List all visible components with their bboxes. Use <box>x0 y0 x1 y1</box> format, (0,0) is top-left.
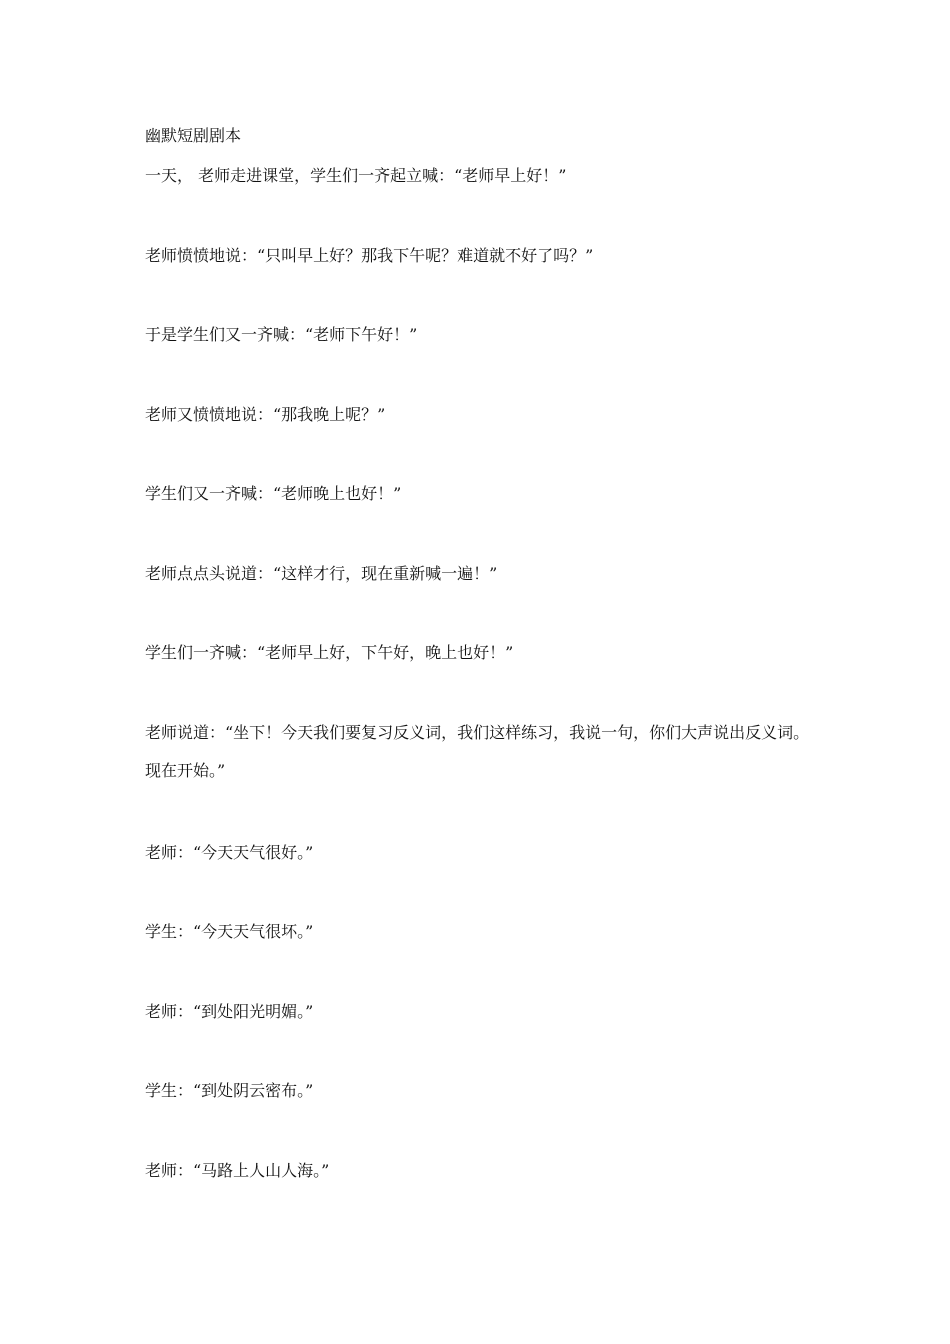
paragraph: 学生们又一齐喊：“老师晚上也好！” <box>145 484 402 503</box>
paragraph: 老师：“到处阳光明媚。” <box>145 1002 314 1021</box>
paragraph: 学生：“今天天气很坏。” <box>145 922 314 941</box>
document-title: 幽默短剧剧本 <box>145 126 242 145</box>
paragraph: 于是学生们又一齐喊：“老师下午好！” <box>145 325 418 344</box>
paragraph: 学生：“到处阴云密布。” <box>145 1081 314 1100</box>
paragraph: 一天， 老师走进课堂，学生们一齐起立喊：“老师早上好！” <box>145 166 567 185</box>
paragraph: 老师说道：“坐下！今天我们要复习反义词，我们这样练习，我说一句，你们大声说出反义词。现在开始。” <box>145 723 810 780</box>
paragraph: 老师：“今天天气很好。” <box>145 843 314 862</box>
paragraph: 老师：“马路上人山人海。” <box>145 1161 330 1180</box>
paragraph: 老师点点头说道：“这样才行，现在重新喊一遍！” <box>145 564 498 583</box>
paragraph: 学生们一齐喊：“老师早上好，下午好，晚上也好！” <box>145 643 514 662</box>
paragraph: 老师又愤愤地说：“那我晚上呢？” <box>145 405 386 424</box>
paragraph: 老师愤愤地说：“只叫早上好？那我下午呢？难道就不好了吗？” <box>145 246 594 265</box>
